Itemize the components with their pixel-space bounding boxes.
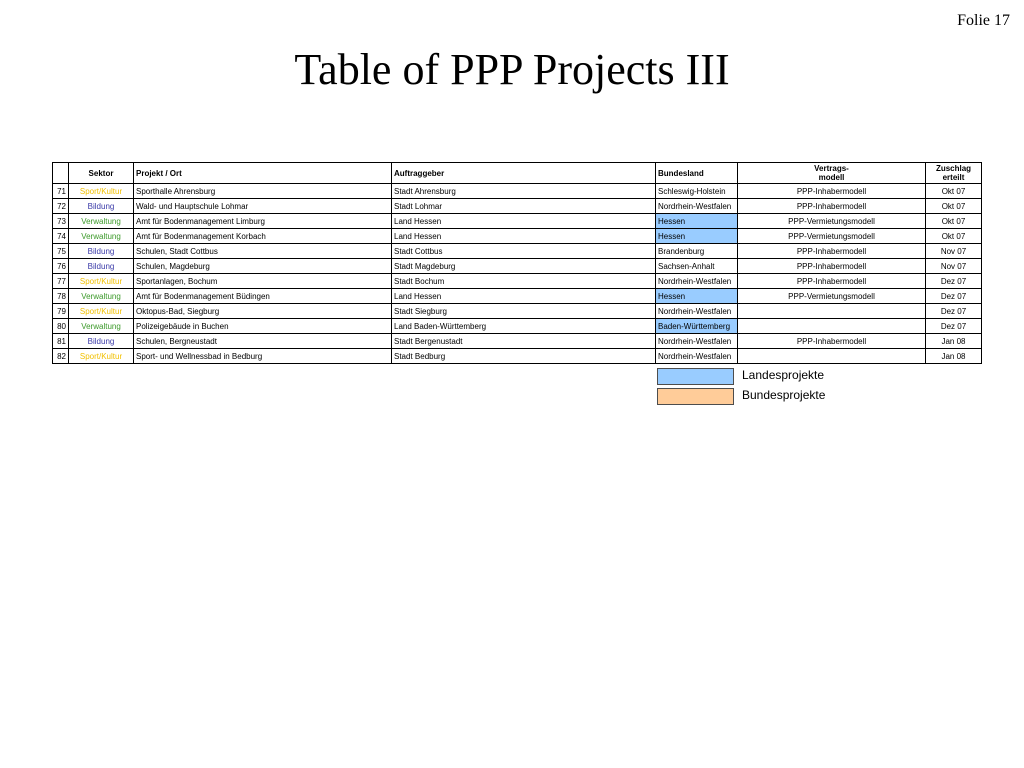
table-row bbox=[53, 334, 982, 349]
cell-num: 81 bbox=[53, 334, 69, 349]
cell-zuschlag: Dez 07 bbox=[926, 274, 982, 289]
cell-bundesland: Hessen bbox=[656, 229, 738, 244]
cell-vertragsmodell: PPP-Vermietungsmodell bbox=[738, 229, 926, 244]
header-projekt: Projekt / Ort bbox=[134, 163, 392, 184]
cell-bundesland: Hessen bbox=[656, 214, 738, 229]
cell-sektor: Bildung bbox=[69, 334, 134, 349]
cell-auftraggeber: Stadt Bergenustadt bbox=[392, 334, 656, 349]
cell-zuschlag: Okt 07 bbox=[926, 229, 982, 244]
cell-auftraggeber: Stadt Cottbus bbox=[392, 244, 656, 259]
header-zuschlag-line2: erteilt bbox=[942, 173, 965, 182]
cell-vertragsmodell: PPP-Vermietungsmodell bbox=[738, 214, 926, 229]
cell-zuschlag: Dez 07 bbox=[926, 304, 982, 319]
cell-zuschlag: Dez 07 bbox=[926, 289, 982, 304]
legend-swatch bbox=[657, 388, 734, 405]
table-row bbox=[53, 199, 982, 214]
table-row bbox=[53, 289, 982, 304]
cell-vertragsmodell: PPP-Inhabermodell bbox=[738, 184, 926, 199]
cell-num: 71 bbox=[53, 184, 69, 199]
cell-vertragsmodell: PPP-Inhabermodell bbox=[738, 199, 926, 214]
cell-sektor: Sport/Kultur bbox=[69, 304, 134, 319]
ppp-projects-table bbox=[52, 162, 982, 364]
cell-projekt: Amt für Bodenmanagement Büdingen bbox=[134, 289, 392, 304]
cell-sektor: Verwaltung bbox=[69, 214, 134, 229]
cell-bundesland: Sachsen-Anhalt bbox=[656, 259, 738, 274]
cell-auftraggeber: Land Hessen bbox=[392, 229, 656, 244]
cell-sektor: Bildung bbox=[69, 199, 134, 214]
cell-vertragsmodell bbox=[738, 319, 926, 334]
table-row bbox=[53, 244, 982, 259]
cell-bundesland: Nordrhein-Westfalen bbox=[656, 304, 738, 319]
cell-vertragsmodell: PPP-Inhabermodell bbox=[738, 274, 926, 289]
cell-projekt: Oktopus-Bad, Siegburg bbox=[134, 304, 392, 319]
table-row bbox=[53, 349, 982, 364]
cell-projekt: Wald- und Hauptschule Lohmar bbox=[134, 199, 392, 214]
cell-projekt: Sporthalle Ahrensburg bbox=[134, 184, 392, 199]
header-bundesland: Bundesland bbox=[656, 163, 738, 184]
table-row bbox=[53, 319, 982, 334]
slide-title: Table of PPP Projects III bbox=[294, 45, 730, 94]
cell-auftraggeber: Stadt Bochum bbox=[392, 274, 656, 289]
header-auftraggeber: Auftraggeber bbox=[392, 163, 656, 184]
table-row bbox=[53, 214, 982, 229]
cell-zuschlag: Okt 07 bbox=[926, 214, 982, 229]
legend-label: Landesprojekte bbox=[742, 368, 825, 382]
cell-projekt: Polizeigebäude in Buchen bbox=[134, 319, 392, 334]
cell-auftraggeber: Land Hessen bbox=[392, 289, 656, 304]
cell-projekt: Amt für Bodenmanagement Limburg bbox=[134, 214, 392, 229]
table-row bbox=[53, 229, 982, 244]
header-sektor: Sektor bbox=[69, 163, 134, 184]
cell-auftraggeber: Stadt Magdeburg bbox=[392, 259, 656, 274]
table-row bbox=[53, 259, 982, 274]
cell-projekt: Sportanlagen, Bochum bbox=[134, 274, 392, 289]
cell-projekt: Schulen, Stadt Cottbus bbox=[134, 244, 392, 259]
cell-sektor: Verwaltung bbox=[69, 319, 134, 334]
cell-num: 72 bbox=[53, 199, 69, 214]
cell-vertragsmodell: PPP-Vermietungsmodell bbox=[738, 289, 926, 304]
cell-num: 79 bbox=[53, 304, 69, 319]
cell-zuschlag: Dez 07 bbox=[926, 319, 982, 334]
cell-projekt: Schulen, Bergneustadt bbox=[134, 334, 392, 349]
cell-bundesland: Nordrhein-Westfalen bbox=[656, 274, 738, 289]
cell-projekt: Sport- und Wellnessbad in Bedburg bbox=[134, 349, 392, 364]
cell-zuschlag: Okt 07 bbox=[926, 199, 982, 214]
cell-sektor: Verwaltung bbox=[69, 289, 134, 304]
cell-auftraggeber: Land Hessen bbox=[392, 214, 656, 229]
cell-bundesland: Brandenburg bbox=[656, 244, 738, 259]
cell-vertragsmodell: PPP-Inhabermodell bbox=[738, 259, 926, 274]
cell-vertragsmodell bbox=[738, 349, 926, 364]
cell-num: 78 bbox=[53, 289, 69, 304]
cell-auftraggeber: Stadt Lohmar bbox=[392, 199, 656, 214]
cell-auftraggeber: Stadt Bedburg bbox=[392, 349, 656, 364]
header-zuschlag bbox=[926, 163, 982, 184]
cell-zuschlag: Nov 07 bbox=[926, 259, 982, 274]
cell-zuschlag: Jan 08 bbox=[926, 349, 982, 364]
header-zuschlag-line1: Zuschlag bbox=[935, 164, 972, 173]
cell-zuschlag: Jan 08 bbox=[926, 334, 982, 349]
cell-zuschlag: Nov 07 bbox=[926, 244, 982, 259]
cell-projekt: Schulen, Magdeburg bbox=[134, 259, 392, 274]
legend-swatch bbox=[657, 368, 734, 385]
cell-bundesland: Nordrhein-Westfalen bbox=[656, 199, 738, 214]
cell-zuschlag: Okt 07 bbox=[926, 184, 982, 199]
cell-auftraggeber: Stadt Ahrensburg bbox=[392, 184, 656, 199]
cell-projekt: Amt für Bodenmanagement Korbach bbox=[134, 229, 392, 244]
cell-num: 75 bbox=[53, 244, 69, 259]
cell-auftraggeber: Stadt Siegburg bbox=[392, 304, 656, 319]
cell-bundesland: Schleswig-Holstein bbox=[656, 184, 738, 199]
cell-bundesland: Baden-Württemberg bbox=[656, 319, 738, 334]
cell-sektor: Bildung bbox=[69, 259, 134, 274]
cell-num: 74 bbox=[53, 229, 69, 244]
header-vertragsmodell-line1: Vertrags- bbox=[814, 164, 849, 173]
cell-num: 73 bbox=[53, 214, 69, 229]
cell-num: 82 bbox=[53, 349, 69, 364]
cell-sektor: Sport/Kultur bbox=[69, 184, 134, 199]
header-num bbox=[53, 163, 69, 184]
slide-number: Folie 17 bbox=[957, 12, 1010, 29]
cell-sektor: Bildung bbox=[69, 244, 134, 259]
cell-num: 76 bbox=[53, 259, 69, 274]
table-body bbox=[53, 184, 982, 364]
cell-sektor: Sport/Kultur bbox=[69, 274, 134, 289]
cell-vertragsmodell bbox=[738, 304, 926, 319]
cell-bundesland: Nordrhein-Westfalen bbox=[656, 334, 738, 349]
cell-sektor: Verwaltung bbox=[69, 229, 134, 244]
cell-vertragsmodell: PPP-Inhabermodell bbox=[738, 244, 926, 259]
cell-sektor: Sport/Kultur bbox=[69, 349, 134, 364]
table-row bbox=[53, 304, 982, 319]
table-row bbox=[53, 274, 982, 289]
cell-bundesland: Hessen bbox=[656, 289, 738, 304]
table-header-row bbox=[53, 163, 982, 184]
header-vertragsmodell-line2: modell bbox=[818, 173, 845, 182]
cell-bundesland: Nordrhein-Westfalen bbox=[656, 349, 738, 364]
legend-label: Bundesprojekte bbox=[742, 388, 826, 402]
cell-auftraggeber: Land Baden-Württemberg bbox=[392, 319, 656, 334]
table-row bbox=[53, 184, 982, 199]
cell-num: 77 bbox=[53, 274, 69, 289]
header-vertragsmodell bbox=[738, 163, 926, 184]
cell-vertragsmodell: PPP-Inhabermodell bbox=[738, 334, 926, 349]
cell-num: 80 bbox=[53, 319, 69, 334]
